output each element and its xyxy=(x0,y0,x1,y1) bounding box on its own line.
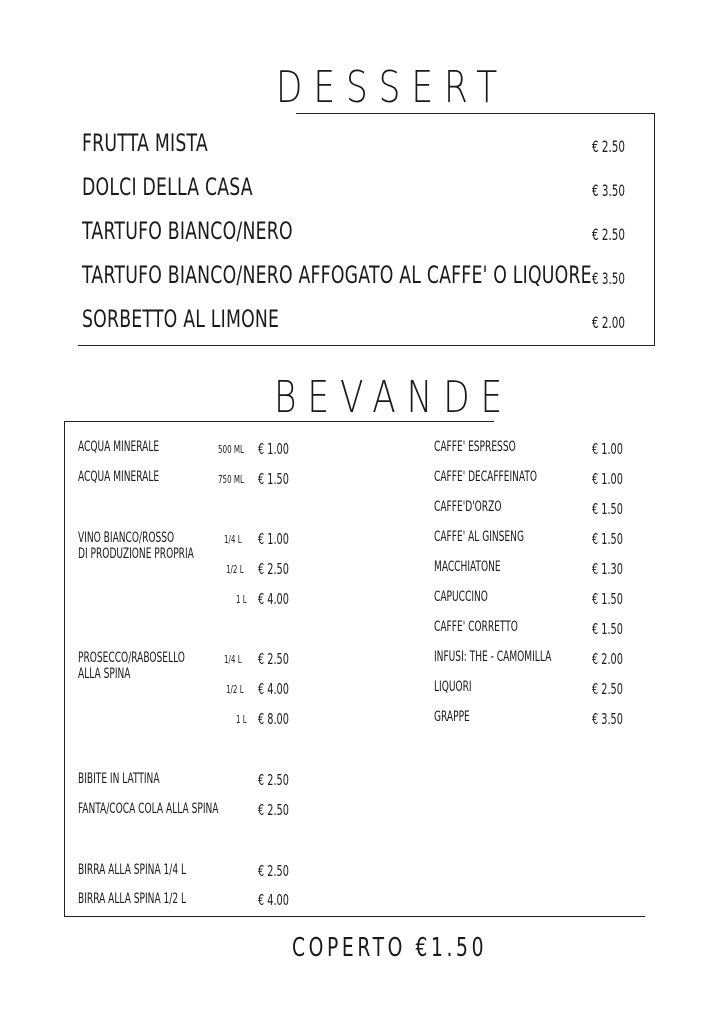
drink-name: BIRRA ALLA SPINA 1/4 L xyxy=(78,862,187,878)
drink-price: € 1.00 xyxy=(592,470,623,488)
dessert-item-name: TARTUFO BIANCO/NERO xyxy=(82,217,293,245)
drink-size: 500 ML xyxy=(218,443,244,456)
drink-name: PROSECCO/RABOSELLO xyxy=(78,650,185,666)
drink-price: € 1.50 xyxy=(592,620,623,638)
drink-price: € 3.50 xyxy=(592,710,623,728)
drink-price: € 8.00 xyxy=(258,710,289,728)
drink-size: 1/4 L xyxy=(224,653,242,666)
drink-price: € 4.00 xyxy=(258,590,289,608)
drink-name: INFUSI: THE - CAMOMILLA xyxy=(434,649,552,665)
drink-name: VINO BIANCO/ROSSO xyxy=(78,530,175,546)
drink-price: € 2.00 xyxy=(592,650,623,668)
drink-name: BIRRA ALLA SPINA 1/2 L xyxy=(78,891,187,907)
drink-name: GRAPPE xyxy=(434,709,470,725)
drink-name-line2: ALLA SPINA xyxy=(78,666,131,682)
dessert-item-name: TARTUFO BIANCO/NERO AFFOGATO AL CAFFE' O LIQUORE xyxy=(82,261,592,289)
drink-size: 1 L xyxy=(236,713,247,726)
drink-name: CAFFE' AL GINSENG xyxy=(434,529,524,545)
drink-name: CAFFE' DECAFFEINATO xyxy=(434,469,538,485)
drink-price: € 1.50 xyxy=(592,500,623,518)
dessert-item-name: DOLCI DELLA CASA xyxy=(82,173,253,201)
drink-name: ACQUA MINERALE xyxy=(78,439,160,455)
drink-price: € 1.00 xyxy=(258,440,289,458)
dessert-frame-gap xyxy=(78,110,296,116)
drink-size: 1 L xyxy=(236,593,247,606)
drink-price: € 1.30 xyxy=(592,560,623,578)
dessert-item-price: € 2.00 xyxy=(592,313,625,332)
dessert-item-price: € 2.50 xyxy=(592,137,625,156)
dessert-item-name: FRUTTA MISTA xyxy=(82,129,208,157)
drink-name: LIQUORI xyxy=(434,679,472,695)
drink-price: € 4.00 xyxy=(258,891,289,909)
drink-size: 1/2 L xyxy=(226,683,244,696)
dessert-item-price: € 2.50 xyxy=(592,225,625,244)
coperto-label: COPERTO €1.50 xyxy=(292,933,488,963)
dessert-item-name: SORBETTO AL LIMONE xyxy=(82,305,280,333)
drink-price: € 1.50 xyxy=(592,530,623,548)
bevande-frame-gap xyxy=(494,418,654,424)
dessert-item-price: € 3.50 xyxy=(592,181,625,200)
drink-price: € 2.50 xyxy=(258,560,289,578)
drink-name: MACCHIATONE xyxy=(434,559,501,575)
drink-price: € 1.50 xyxy=(258,470,289,488)
drink-price: € 4.00 xyxy=(258,680,289,698)
drink-name: CAPUCCINO xyxy=(434,589,488,605)
drink-name: CAFFE'D'ORZO xyxy=(434,499,502,515)
drink-price: € 1.00 xyxy=(258,530,289,548)
drink-name: ACQUA MINERALE xyxy=(78,469,160,485)
drink-price: € 2.50 xyxy=(258,650,289,668)
bevande-frame xyxy=(64,421,645,917)
drink-name: CAFFE' CORRETTO xyxy=(434,619,518,635)
drink-size: 750 ML xyxy=(218,473,244,486)
drink-price: € 2.50 xyxy=(258,771,289,789)
drink-price: € 2.50 xyxy=(258,862,289,880)
drink-size: 1/2 L xyxy=(226,563,244,576)
drink-price: € 1.00 xyxy=(592,440,623,458)
drink-name-line2: DI PRODUZIONE PROPRIA xyxy=(78,546,194,562)
dessert-item-price: € 3.50 xyxy=(592,269,625,288)
drink-price: € 2.50 xyxy=(258,801,289,819)
drink-price: € 1.50 xyxy=(592,590,623,608)
dessert-title: DESSERT xyxy=(276,62,509,113)
drink-size: 1/4 L xyxy=(224,533,242,546)
drink-price: € 2.50 xyxy=(592,680,623,698)
bevande-title: BEVANDE xyxy=(274,372,514,423)
drink-name: CAFFE' ESPRESSO xyxy=(434,439,516,455)
drink-name: BIBITE IN LATTINA xyxy=(78,771,160,787)
drink-name: FANTA/COCA COLA ALLA SPINA xyxy=(78,801,219,817)
